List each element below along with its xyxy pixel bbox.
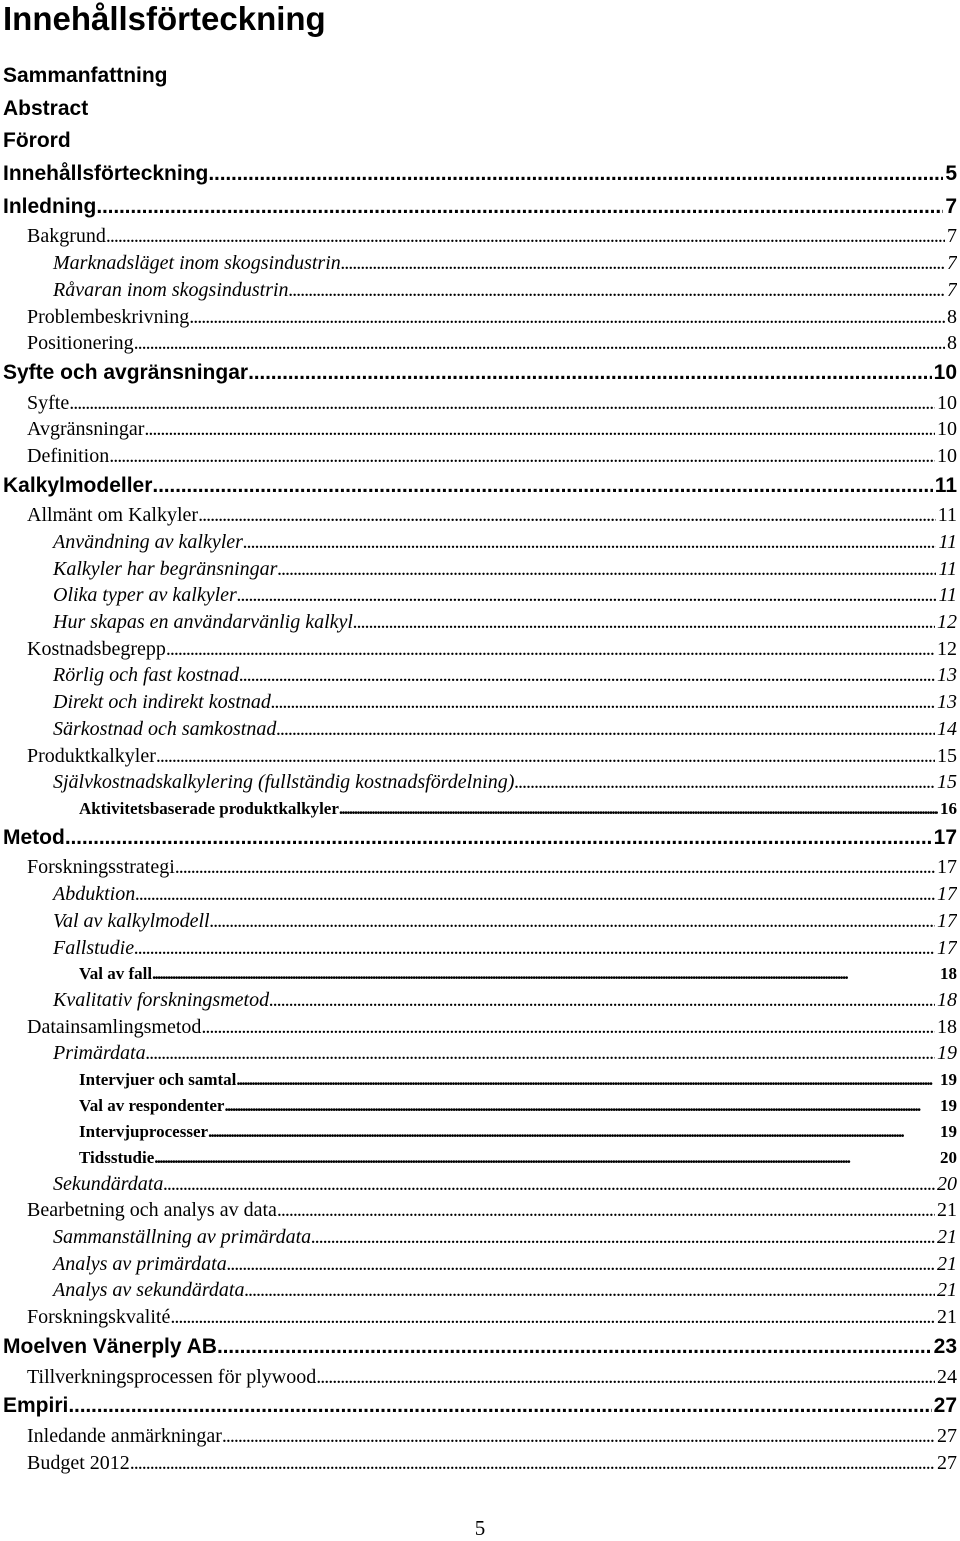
toc-entry-title: Rörlig och fast kostnad [53,664,240,687]
toc-entry[interactable] [0,1014,957,1041]
toc-entry[interactable] [0,443,957,470]
toc-entry-page: 10 [937,391,957,414]
toc-dot-leader [106,223,945,250]
toc-entry-title: Forskningskvalité [27,1306,171,1329]
toc-entry-page: 21 [937,1226,957,1249]
toc-entry-title: Bakgrund [27,225,106,248]
toc-entry-page: 13 [937,691,957,714]
toc-entry-page: 23 [933,1334,957,1358]
toc-entry-title: Problembeskrivning [27,305,190,328]
toc-entry[interactable] [0,529,957,556]
toc-entry-page: 19 [937,1042,957,1065]
toc-entry-page: 12 [937,637,957,660]
toc-entry[interactable] [0,1277,957,1304]
toc-entry[interactable] [0,1390,957,1423]
toc-dot-leader [311,1224,935,1251]
toc-entry-title: Sammanfattning [3,64,168,87]
toc-entry-page: 19 [940,1096,957,1116]
toc-entry-page: 17 [937,909,957,932]
toc-entry[interactable] [0,743,957,770]
toc-entry[interactable] [0,1224,957,1251]
toc-entry[interactable] [0,502,957,529]
toc-entry-page: 18 [937,1015,957,1038]
toc-dot-leader [134,330,945,357]
toc-entry[interactable] [0,881,957,908]
toc-entry-page: 27 [937,1451,957,1474]
toc-dot-leader [243,529,937,556]
toc-entry-title: Intervjuprocesser [79,1121,209,1141]
toc-entry[interactable] [0,470,957,503]
toc-entry[interactable] [0,769,957,796]
toc-entry-page: 17 [937,856,957,879]
toc-entry[interactable] [0,1251,957,1278]
toc-entry-title: Syfte och avgränsningar [3,360,249,384]
toc-entry[interactable] [0,357,957,390]
toc-entry-page: 5 [945,162,957,186]
toc-entry[interactable] [0,191,957,224]
toc-entry[interactable] [0,158,957,191]
toc-entry-title: Aktivitetsbaserade produktkalkyler [79,798,339,818]
toc-dot-leader [69,390,935,417]
toc-entry[interactable] [0,1331,957,1364]
toc-entry-page: 8 [947,332,957,355]
toc-entry-title: Forskningsstrategi [27,856,175,879]
toc-dot-leader [201,1014,935,1041]
toc-entry[interactable] [0,1450,957,1477]
toc-entry-page: 27 [933,1394,957,1418]
toc-entry-page: 15 [937,771,957,794]
toc-dot-leader [170,1304,935,1331]
toc-entry-page: 11 [934,473,957,497]
toc-entry[interactable] [0,60,957,93]
toc-entry-title: Definition [27,444,110,467]
toc-entry-page: 17 [937,883,957,906]
toc-entry[interactable] [0,1067,957,1093]
toc-entry-page: 20 [937,1172,957,1195]
toc-entry[interactable] [0,961,957,987]
toc-entry-title: Produktkalkyler [27,744,156,767]
toc-dot-leader [68,1390,931,1423]
toc-entry-title: Val av fall [79,964,153,984]
toc-dot-leader [96,191,943,224]
toc-dot-leader [248,357,932,390]
toc-entry-title: Budget 2012 [27,1451,130,1474]
toc-entry-title: Metod [3,825,65,849]
toc-entry-page: 13 [937,664,957,687]
toc-entry-title: Inledning [3,194,97,218]
toc-dot-leader [166,636,935,663]
toc-entry[interactable] [0,250,957,277]
toc-entry-title: Abstract [3,96,89,120]
toc-entry-title: Fallstudie [53,936,135,959]
toc-entry-page: 16 [940,798,957,818]
toc-entry[interactable] [0,1093,957,1119]
toc-entry-title: Avgränsningar [27,418,145,441]
toc-entry-title: Moelven Vänerply AB [3,1334,217,1358]
toc-entry-page: 11 [938,531,957,553]
toc-dot-leader [175,854,935,881]
toc-entry[interactable] [0,796,957,822]
toc-dot-leader [224,1093,938,1119]
toc-entry-page: 21 [937,1279,957,1302]
toc-entry-page: 24 [937,1365,957,1388]
toc-entry[interactable] [0,1423,957,1450]
toc-dot-leader [109,443,935,470]
toc-entry-title: Kalkyler har begränsningar [53,557,278,580]
toc-entry-page: 14 [937,717,957,740]
toc-dot-leader [353,609,935,636]
toc-dot-leader [198,502,936,529]
toc-entry-page: 11 [938,584,957,607]
toc-dot-leader [144,416,935,443]
toc-entry[interactable] [0,125,957,158]
toc-dot-leader [156,743,935,770]
toc-dot-leader [227,1251,935,1278]
toc-entry-title: Marknadsläget inom skogsindustrin [53,252,341,275]
toc-dot-leader [130,1450,935,1477]
toc-entry-page: 10 [933,360,957,384]
toc-entry-page: 21 [937,1306,957,1329]
toc-dot-leader [277,1197,935,1224]
toc-entry-title: Självkostnadskalkylering (fullständig kostnadsfördelning) [53,771,515,794]
toc-entry-page: 10 [937,444,957,467]
toc-dot-leader [154,1145,938,1171]
table-of-contents [0,60,960,1476]
toc-dot-leader [269,987,935,1014]
toc-entry-title: Innehållsförteckning [3,162,209,186]
toc-entry[interactable] [0,93,957,126]
toc-entry-page: 7 [945,194,957,218]
toc-entry-page: 18 [937,989,957,1012]
toc-entry-page: 10 [937,418,957,441]
toc-entry[interactable] [0,582,957,609]
toc-dot-leader [152,961,938,987]
toc-entry-title: Syfte [27,391,70,414]
toc-entry[interactable] [0,854,957,881]
toc-entry[interactable] [0,304,957,331]
toc-dot-leader [189,304,945,331]
toc-entry[interactable] [0,1040,957,1067]
toc-entry-page: 7 [947,278,957,301]
toc-entry-title: Särkostnad och samkostnad [53,717,277,740]
toc-entry-page: 7 [947,225,957,248]
toc-dot-leader [135,881,935,908]
toc-entry[interactable] [0,716,957,743]
toc-entry[interactable] [0,609,957,636]
toc-entry-page: 8 [947,305,957,328]
toc-entry-title: Abduktion [53,883,136,906]
toc-dot-leader [239,662,935,689]
toc-entry-title: Bearbetning och analys av data [27,1199,277,1222]
toc-entry[interactable] [0,1304,957,1331]
toc-dot-leader [276,716,935,743]
toc-entry-title: Val av kalkylmodell [53,909,210,932]
toc-entry-title: Tillverkningsprocessen för plywood [27,1365,317,1388]
toc-dot-leader [339,796,938,822]
toc-entry[interactable] [0,636,957,663]
toc-entry-title: Kostnadsbegrepp [27,637,166,660]
toc-entry[interactable] [0,689,957,716]
toc-entry-page: 11 [937,504,957,527]
toc-entry-title: Kvalitativ forskningsmetod [53,989,270,1012]
toc-dot-leader [244,1277,935,1304]
page-number: 5 [474,1516,486,1540]
toc-entry-page: 19 [940,1121,957,1141]
toc-entry[interactable] [0,390,957,417]
toc-dot-leader [134,935,935,962]
toc-entry-title: Analys av primärdata [53,1252,227,1275]
toc-entry[interactable] [0,1119,957,1145]
toc-entry-page: 21 [937,1199,957,1222]
toc-entry[interactable] [0,277,957,304]
toc-entry[interactable] [0,1197,957,1224]
toc-entry-page: 7 [947,252,957,275]
toc-entry-title: Analys av sekundärdata [53,1279,245,1302]
toc-entry[interactable] [0,556,957,583]
toc-dot-leader [237,582,937,609]
toc-entry-page: 19 [940,1070,957,1090]
toc-entry-page: 21 [937,1252,957,1275]
toc-entry-title: Olika typer av kalkyler [53,584,237,607]
toc-entry-title: Empiri [3,1394,69,1418]
toc-entry-page: 15 [937,744,957,767]
toc-entry-title: Inledande anmärkningar [27,1424,222,1447]
toc-entry[interactable] [0,908,957,935]
toc-entry-title: Sammanställning av primärdata [53,1226,312,1249]
toc-dot-leader [217,1331,932,1364]
toc-dot-leader [222,1423,935,1450]
toc-dot-leader [146,1040,935,1067]
toc-dot-leader [316,1364,935,1391]
toc-entry-title: Sekundärdata [53,1172,164,1195]
toc-entry-title: Tidsstudie [79,1147,155,1167]
toc-entry-title: Allmänt om Kalkyler [27,504,199,527]
toc-entry[interactable] [0,223,957,250]
toc-entry-title: Positionering [27,332,134,355]
toc-entry[interactable] [0,1171,957,1198]
toc-dot-leader [341,250,945,277]
toc-entry-title: Hur skapas en användarvänlig kalkyl [53,611,353,634]
toc-entry-page: 11 [938,557,957,580]
toc-entry-title: Råvaran inom skogsindustrin [53,278,289,301]
toc-dot-leader [236,1067,938,1093]
toc-dot-leader [152,470,932,503]
toc-entry-title: Användning av kalkyler [53,531,243,553]
toc-entry[interactable] [0,987,957,1014]
page-title: Innehållsförteckning [3,0,326,37]
toc-dot-leader [271,689,935,716]
toc-entry[interactable] [0,935,957,962]
toc-entry-page: 17 [933,825,957,849]
toc-entry-title: Intervjuer och samtal [79,1070,237,1090]
toc-entry-page: 12 [937,611,957,634]
toc-dot-leader [514,769,935,796]
toc-entry-page: 17 [937,936,957,959]
toc-entry-page: 20 [940,1147,957,1167]
toc-entry[interactable] [0,822,957,855]
toc-entry[interactable] [0,330,957,357]
toc-entry-page: 27 [937,1424,957,1447]
toc-dot-leader [65,822,932,855]
toc-entry-title: Kalkylmodeller [3,473,153,497]
toc-entry[interactable] [0,416,957,443]
toc-dot-leader [289,277,945,304]
toc-dot-leader [208,1119,938,1145]
toc-dot-leader [210,908,935,935]
toc-dot-leader [208,158,943,191]
toc-entry[interactable] [0,1145,957,1171]
toc-entry[interactable] [0,662,957,689]
toc-entry-title: Primärdata [53,1042,146,1065]
toc-entry-title: Val av respondenter [79,1096,225,1116]
toc-entry-title: Datainsamlingsmetod [27,1015,202,1038]
toc-entry-title: Direkt och indirekt kostnad [53,691,271,714]
toc-dot-leader [277,556,936,583]
toc-dot-leader [163,1171,935,1198]
toc-entry[interactable] [0,1364,957,1391]
toc-entry-page: 18 [940,964,957,984]
toc-entry-title: Förord [3,129,71,153]
